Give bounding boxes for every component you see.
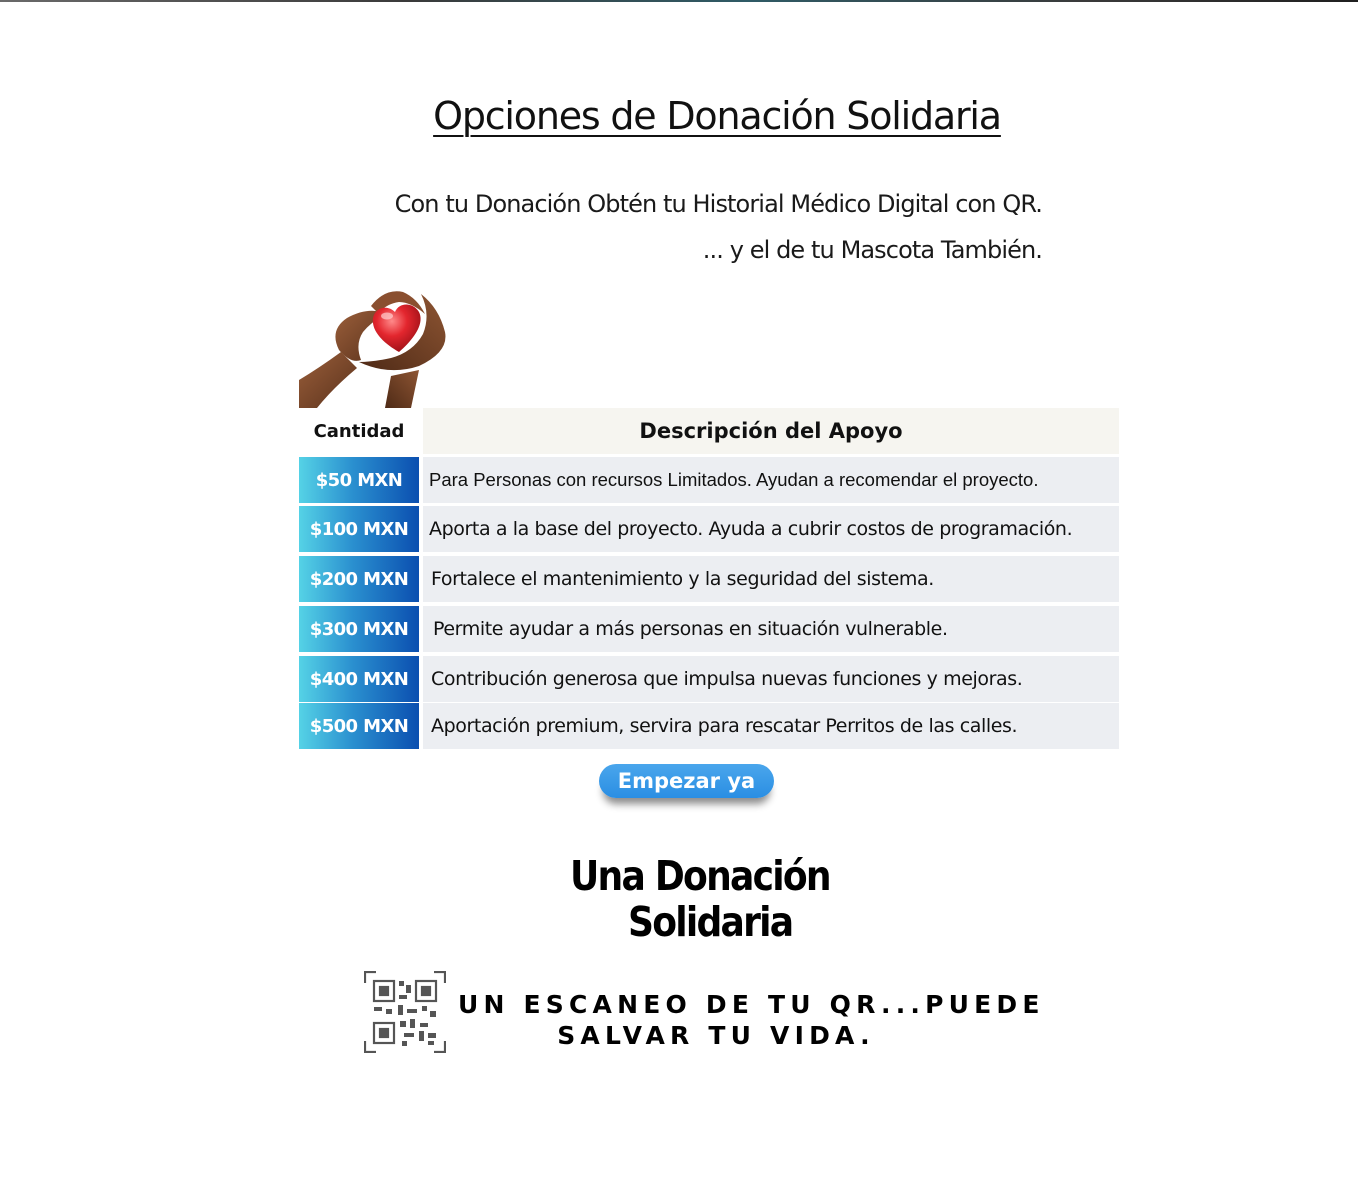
slogan-line-2: SALVAR TU VIDA. xyxy=(557,1021,875,1050)
description-cell: Aportación premium, servira para rescatar Perritos de las calles. xyxy=(423,703,1119,749)
qr-code-icon xyxy=(364,971,446,1053)
description-cell: Permite ayudar a más personas en situación vulnerable. xyxy=(423,606,1119,652)
tagline-line-2: ... y el de tu Mascota También. xyxy=(702,236,1042,264)
description-cell: Para Personas con recursos Limitados. Ayudan a recomendar el proyecto. xyxy=(423,457,1119,503)
table-row[interactable] xyxy=(299,457,1119,503)
hands-holding-heart-image xyxy=(299,280,449,408)
page-title: Opciones de Donación Solidaria xyxy=(433,94,1001,138)
column-header-amount: Cantidad xyxy=(299,408,419,454)
table-row[interactable] xyxy=(299,556,1119,602)
description-cell: Contribución generosa que impulsa nuevas funciones y mejoras. xyxy=(423,656,1119,702)
description-cell: Fortalece el mantenimiento y la seguridad del sistema. xyxy=(423,556,1119,602)
slogan-line-1: UN ESCANEO DE TU QR...PUEDE xyxy=(458,990,1045,1019)
description-cell: Aporta a la base del proyecto. Ayuda a cubrir costos de programación. xyxy=(423,506,1119,552)
table-row[interactable] xyxy=(299,606,1119,652)
table-header xyxy=(299,408,1119,454)
tagline-line-1: Con tu Donación Obtén tu Historial Médico Digital con QR. xyxy=(394,190,1042,218)
table-row[interactable] xyxy=(299,703,1119,749)
donation-options-table xyxy=(299,408,1119,737)
promo-heading-line-2: Solidaria xyxy=(628,898,793,946)
column-header-description: Descripción del Apoyo xyxy=(423,408,1119,454)
table-row[interactable] xyxy=(299,506,1119,552)
amount-cell: $50 MXN xyxy=(299,457,419,503)
amount-cell: $400 MXN xyxy=(299,656,419,702)
amount-cell: $100 MXN xyxy=(299,506,419,552)
amount-cell: $300 MXN xyxy=(299,606,419,652)
amount-cell: $500 MXN xyxy=(299,703,419,749)
top-border-strip xyxy=(0,0,1358,2)
start-button[interactable]: Empezar ya xyxy=(599,764,774,798)
table-row[interactable] xyxy=(299,656,1119,702)
amount-cell: $200 MXN xyxy=(299,556,419,602)
promo-heading-line-1: Una Donación xyxy=(570,852,830,900)
